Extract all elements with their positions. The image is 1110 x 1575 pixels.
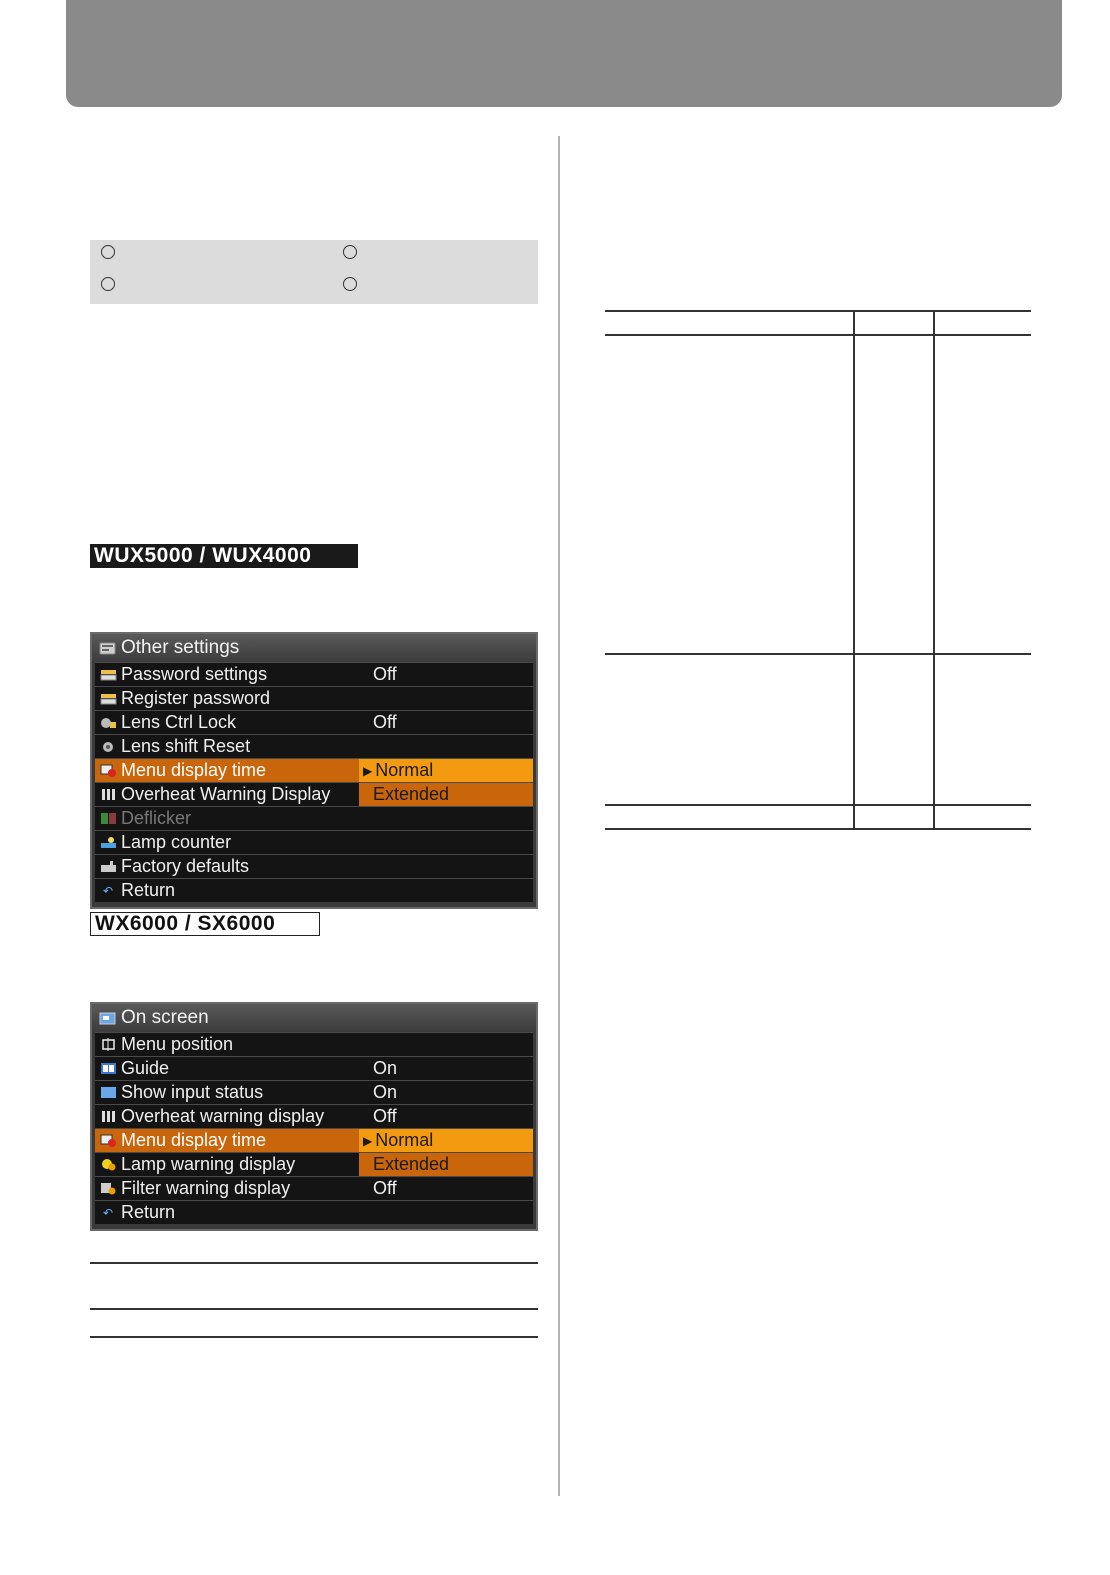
menu-value bbox=[359, 807, 533, 830]
menu-row-lamp-warning-display[interactable] bbox=[95, 1152, 533, 1176]
menu-value: Off bbox=[373, 1178, 397, 1198]
menu-row-guide[interactable] bbox=[95, 1056, 533, 1080]
menu-row-menu-position[interactable] bbox=[95, 1032, 533, 1056]
menu-row-show-input-status[interactable] bbox=[95, 1080, 533, 1104]
menu-label: Lamp warning display bbox=[121, 1154, 296, 1174]
menu-label: Register password bbox=[121, 688, 271, 708]
option-circle-icon bbox=[101, 277, 115, 291]
table-col-divider bbox=[933, 310, 935, 830]
menu-value: Off bbox=[373, 664, 397, 684]
caret-right-icon: ▶ bbox=[363, 763, 373, 778]
caret-right-icon: ▶ bbox=[363, 1133, 373, 1148]
return-arrow-icon: ↶ bbox=[102, 883, 114, 898]
clock-icon bbox=[99, 763, 117, 778]
osd-title-bar bbox=[92, 1004, 536, 1032]
rule bbox=[90, 1308, 538, 1310]
screen-menu-icon bbox=[98, 1011, 116, 1026]
menu-row-deflicker bbox=[95, 806, 533, 830]
rule bbox=[90, 1336, 538, 1338]
return-arrow-icon: ↶ bbox=[102, 1205, 114, 1220]
table-col-divider bbox=[853, 310, 855, 830]
table-rule-top bbox=[605, 310, 1031, 312]
menu-value-option[interactable]: Extended bbox=[359, 783, 533, 806]
key-register-icon bbox=[99, 691, 117, 706]
menu-value: Normal bbox=[375, 1130, 434, 1150]
table-rule-bottom bbox=[605, 828, 1031, 830]
menu-label: Return bbox=[121, 880, 176, 900]
menu-value bbox=[359, 1033, 533, 1056]
menu-label: Show input status bbox=[121, 1082, 264, 1102]
menu-label: Menu display time bbox=[121, 760, 267, 780]
option-circle-icon bbox=[343, 277, 357, 291]
menu-row-overheat-warning[interactable] bbox=[95, 782, 533, 806]
menu-row-filter-warning-display[interactable] bbox=[95, 1176, 533, 1200]
table-rule-header bbox=[605, 334, 1031, 336]
lens-lock-icon bbox=[99, 715, 117, 730]
menu-row-return-2[interactable] bbox=[95, 1200, 533, 1224]
menu-value-selected[interactable] bbox=[359, 1129, 533, 1152]
menu-row-lens-ctrl-lock[interactable] bbox=[95, 710, 533, 734]
table-rule-row bbox=[605, 804, 1031, 806]
menu-label: Overheat Warning Display bbox=[121, 784, 331, 804]
menu-label: Lens shift Reset bbox=[121, 736, 251, 756]
osd-title: On screen bbox=[121, 1007, 209, 1028]
menu-value: On bbox=[373, 1082, 398, 1102]
menu-value: On bbox=[373, 1058, 398, 1078]
menu-value: Normal bbox=[375, 760, 434, 780]
page-header-band bbox=[66, 0, 1062, 107]
menu-value bbox=[359, 1201, 533, 1224]
menu-value bbox=[359, 855, 533, 878]
clock-icon bbox=[99, 1133, 117, 1148]
menu-label: Return bbox=[121, 1202, 176, 1222]
menu-label: Menu display time bbox=[121, 1130, 267, 1150]
input-status-icon bbox=[99, 1085, 117, 1100]
menu-row-register-password[interactable] bbox=[95, 686, 533, 710]
menu-label: Deflicker bbox=[121, 808, 192, 828]
thermometer-icon bbox=[99, 1109, 117, 1124]
factory-icon bbox=[99, 859, 117, 874]
menu-row-password-settings[interactable] bbox=[95, 662, 533, 686]
osd-title: Other settings bbox=[121, 637, 240, 658]
option-circle-icon bbox=[101, 245, 115, 259]
lens-shift-icon bbox=[99, 739, 117, 754]
menu-label: Menu position bbox=[121, 1034, 234, 1054]
menu-label: Factory defaults bbox=[121, 856, 250, 876]
menu-row-lens-shift-reset[interactable] bbox=[95, 734, 533, 758]
menu-label: Filter warning display bbox=[121, 1178, 291, 1198]
menu-label: Guide bbox=[121, 1058, 170, 1078]
menu-row-return[interactable] bbox=[95, 878, 533, 902]
menu-row-factory-defaults[interactable] bbox=[95, 854, 533, 878]
menu-label: Password settings bbox=[121, 664, 268, 684]
filter-warning-icon bbox=[99, 1181, 117, 1196]
guide-icon bbox=[99, 1061, 117, 1076]
menu-value bbox=[359, 831, 533, 854]
menu-value bbox=[359, 879, 533, 902]
deflicker-icon bbox=[99, 811, 117, 826]
menu-label: Overheat warning display bbox=[121, 1106, 325, 1126]
menu-position-icon bbox=[99, 1037, 117, 1052]
option-box bbox=[90, 240, 538, 304]
column-divider bbox=[558, 136, 560, 1496]
menu-row-menu-display-time-2[interactable] bbox=[95, 1128, 533, 1152]
osd-other-settings bbox=[90, 632, 538, 909]
key-icon bbox=[99, 667, 117, 682]
table-rule-row bbox=[605, 653, 1031, 655]
menu-value bbox=[359, 687, 533, 710]
thermometer-icon bbox=[99, 787, 117, 802]
menu-row-overheat-warning-display[interactable] bbox=[95, 1104, 533, 1128]
menu-row-menu-display-time[interactable] bbox=[95, 758, 533, 782]
menu-value bbox=[359, 735, 533, 758]
menu-row-lamp-counter[interactable] bbox=[95, 830, 533, 854]
menu-value: Off bbox=[373, 712, 397, 732]
model-tag-wx: WX6000 / SX6000 bbox=[90, 912, 320, 936]
menu-value-option[interactable]: Extended bbox=[359, 1153, 533, 1176]
menu-label: Lamp counter bbox=[121, 832, 232, 852]
option-circle-icon bbox=[343, 245, 357, 259]
model-tag-wux: WUX5000 / WUX4000 bbox=[90, 544, 358, 568]
menu-value-selected[interactable] bbox=[359, 759, 533, 782]
settings-menu-icon bbox=[98, 641, 116, 656]
lamp-counter-icon bbox=[99, 835, 117, 850]
osd-title-bar bbox=[92, 634, 536, 662]
menu-value: Off bbox=[373, 1106, 397, 1126]
rule bbox=[90, 1262, 538, 1264]
lamp-warning-icon bbox=[99, 1157, 117, 1172]
menu-label: Lens Ctrl Lock bbox=[121, 712, 237, 732]
osd-on-screen bbox=[90, 1002, 538, 1231]
